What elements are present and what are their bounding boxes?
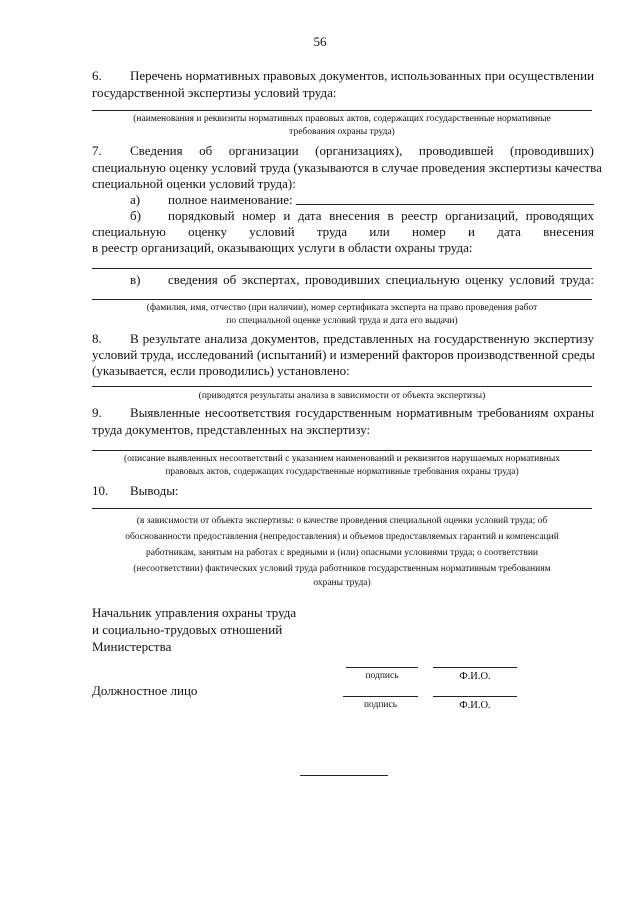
item7-a-text: полное наименование:: [168, 192, 293, 207]
end-separator-line: [300, 775, 388, 776]
item7-b-word: или: [369, 224, 390, 239]
item7-note-line1: (фамилия, имя, отчество (при наличии), номер сертификата эксперта на право проведения работ: [146, 303, 538, 313]
item10-note-line3: работникам, занятым на работах с вредными и (или) опасными условиями труда; о соответствии: [146, 548, 538, 558]
item7-b-word: условий: [249, 224, 295, 239]
head-fio-label: Ф.И.О.: [459, 671, 491, 682]
item7-a-label: а): [130, 192, 141, 207]
item7-text-line1: [130, 143, 594, 159]
item10-fill-line: [92, 508, 592, 509]
item9-text-line2: труда документов, представленных на экспертизу:: [92, 422, 371, 437]
item7-v-text: сведения об экспертах, проводивших специальную оценку условий труда:: [168, 272, 594, 287]
item6-number: 6.: [92, 68, 102, 83]
item9-text-line1: Выявленные несоответствия государственным нормативным требованиям охраны: [130, 405, 594, 420]
head-title-line2: и социально-трудовых отношений: [92, 622, 283, 637]
official-title: Должностное лицо: [92, 683, 198, 698]
head-signature-label: подпись: [365, 671, 399, 681]
item8-text-line1: В результате анализа документов, представленных на государственную экспертизу: [130, 331, 594, 346]
item9-note-line1: (описание выявленных несоответствий с указанием наименований и реквизитов нарушаемых нормативных: [124, 454, 560, 464]
item7-word: Сведения: [130, 143, 183, 158]
item7-b-text-line2: [92, 224, 594, 240]
item7-b-text-line3: в реестр организаций, оказывающих услуги в области охраны труда:: [92, 240, 473, 255]
item8-number: 8.: [92, 331, 102, 346]
item7-word: (организациях),: [315, 143, 403, 158]
page-number: 56: [313, 34, 327, 49]
item7-word: проводившей: [418, 143, 494, 158]
item6-note-line1: (наименования и реквизиты нормативных правовых актов, содержащих государственные нормативные: [133, 114, 551, 124]
item7-v-label: в): [130, 272, 141, 287]
item9-fill-line: [92, 450, 592, 451]
item7-word: организации: [228, 143, 299, 158]
item6-fill-line: [92, 110, 592, 111]
item7-b-word: дата: [497, 224, 521, 239]
item8-text-line3: (указывается, если проводились) установлено:: [92, 363, 350, 378]
item7-text-line3: специальной оценки условий труда):: [92, 176, 296, 191]
item7-v-fill-line: [92, 299, 592, 300]
head-title-line3: Министерства: [92, 639, 172, 654]
item7-word: (проводивших): [510, 143, 594, 158]
item10-note-line1: (в зависимости от объекта экспертизы: о качестве проведения специальной оценки условий труда; об: [136, 516, 548, 526]
official-signature-label: подпись: [363, 700, 398, 710]
item10-note-line2: обоснованности предоставления (непредоставления) и объемов предоставляемых гарантий и компенсаций: [125, 532, 559, 542]
item9-number: 9.: [92, 405, 102, 420]
item7-b-label: б): [130, 208, 141, 223]
item7-a-fill-line: [296, 204, 594, 205]
item6-text-line2: государственной экспертизы условий труда:: [92, 85, 337, 100]
item10-text: Выводы:: [130, 483, 179, 498]
item7-b-word: оценку: [188, 224, 227, 239]
item10-note-line5: охраны труда): [313, 578, 371, 588]
item7-b-word: труда: [316, 224, 348, 239]
item7-b-word: внесения: [543, 224, 594, 239]
item6-text-line1: Перечень нормативных правовых документов, использованных при осуществлении: [130, 68, 595, 83]
head-fio-line: [433, 667, 517, 668]
item7-b-word: специальную: [92, 224, 166, 239]
item7-b-word: номер: [412, 224, 446, 239]
item6-note-line2: требования охраны труда): [289, 127, 395, 137]
item7-number: 7.: [92, 143, 102, 158]
item7-b-text: порядковый номер и дата внесения в реестр организаций, проводящих: [168, 208, 594, 223]
official-signature-line: [343, 696, 418, 697]
item8-fill-line: [92, 386, 592, 387]
item7-note-line2: по специальной оценке условий труда и дата его выдачи): [226, 316, 458, 326]
item9-note-line2: правовых актов, содержащих государственные нормативные требования охраны труда): [165, 467, 519, 477]
item7-word: об: [199, 143, 213, 158]
official-fio-line: [433, 696, 517, 697]
head-title-line1: Начальник управления охраны труда: [92, 605, 297, 620]
item10-note-line4: (несоответствии) фактических условий труда работников государственным нормативным требованиям: [133, 564, 551, 574]
item7-b-fill-line: [92, 268, 592, 269]
item10-number: 10.: [92, 483, 109, 498]
official-fio-label: Ф.И.О.: [459, 700, 491, 711]
item7-text-line2: специальную оценку условий труда (указываются в случае проведения экспертизы качества: [92, 160, 602, 175]
item8-note: (приводятся результаты анализа в зависимости от объекта экспертизы): [198, 391, 486, 401]
head-signature-line: [346, 667, 418, 668]
item7-b-word: и: [467, 224, 475, 239]
item8-text-line2: условий труда, исследований (испытаний) и измерений факторов производственной среды: [92, 347, 595, 362]
